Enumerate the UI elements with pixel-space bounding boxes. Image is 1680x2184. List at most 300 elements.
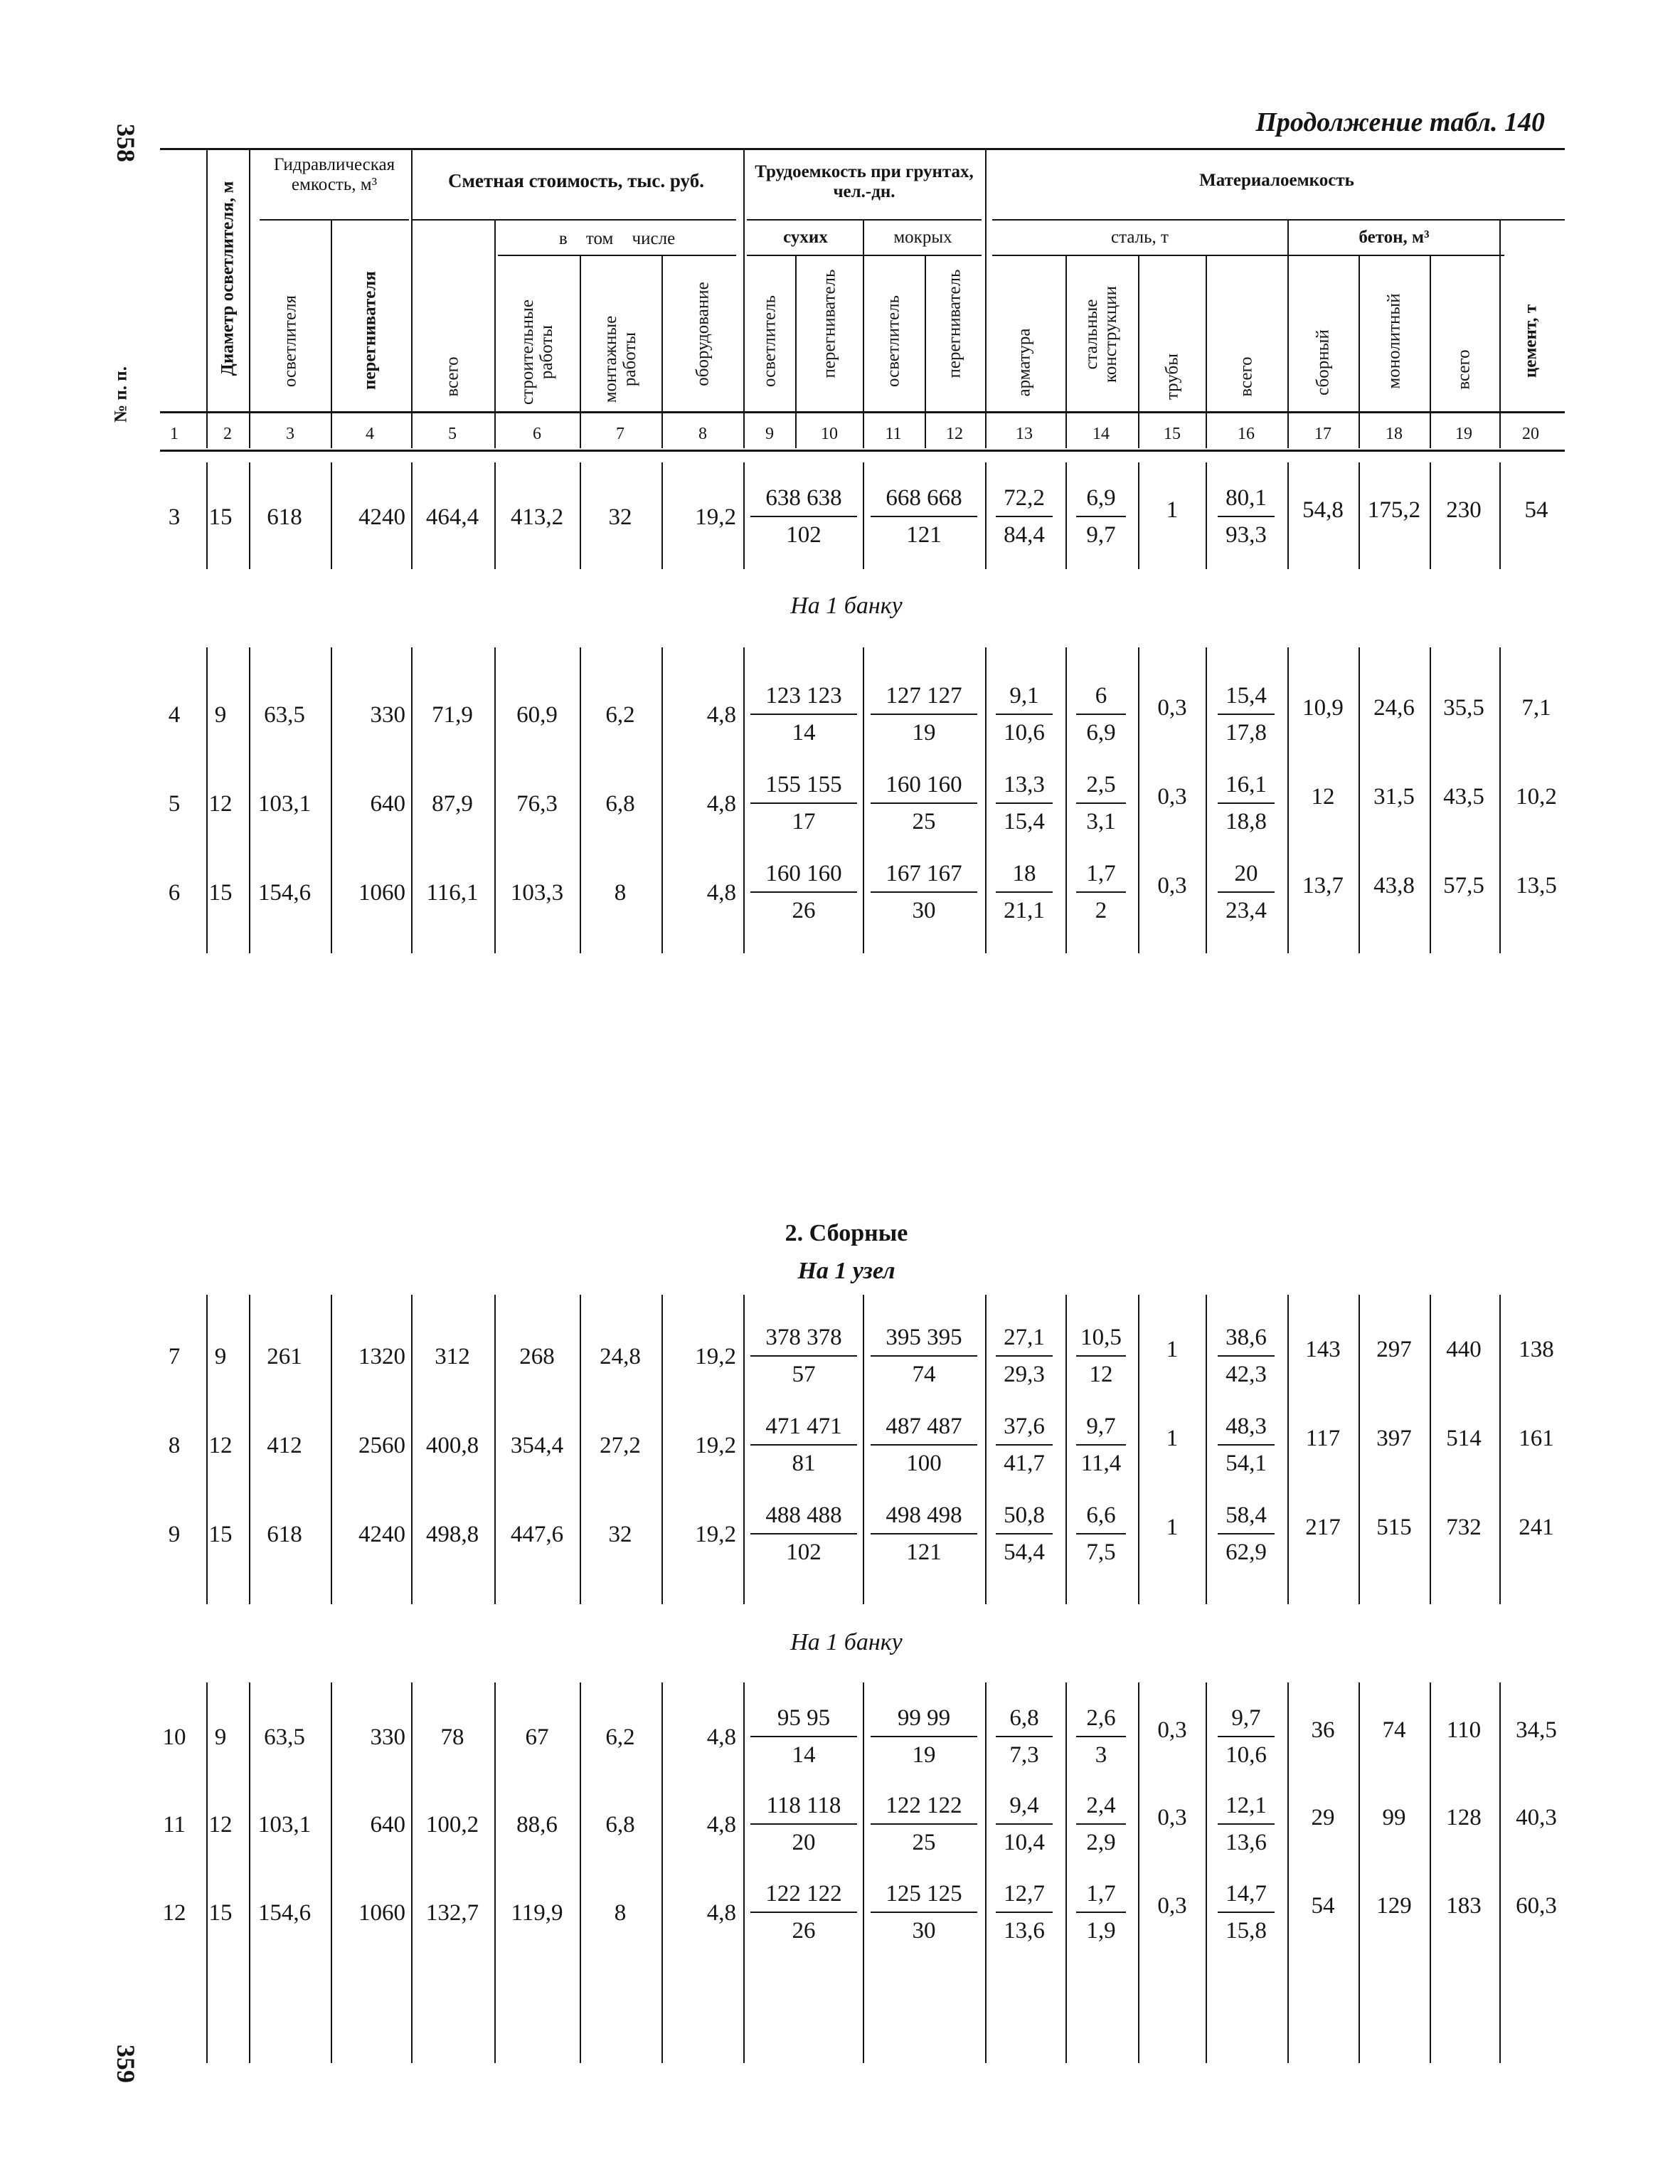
- table-vline: [743, 1295, 745, 1604]
- steel-pipes: 0,3: [1157, 1805, 1187, 1830]
- table-vline: [743, 647, 745, 953]
- steel-total-denominator: 42,3: [1226, 1362, 1267, 1387]
- concrete-total: 183: [1446, 1893, 1482, 1919]
- material-group-label: Материалоемкость: [1199, 171, 1354, 190]
- cost-construction: 67: [525, 1724, 549, 1750]
- steel-total-denominator: 62,9: [1226, 1539, 1267, 1565]
- steel-rebar-numerator: 6,8: [996, 1705, 1053, 1737]
- concrete-monolithic: 24,6: [1373, 695, 1415, 721]
- labor-dry-denominator: 81: [792, 1451, 816, 1476]
- row-number: 10: [162, 1724, 186, 1750]
- concrete-total: 128: [1446, 1805, 1482, 1830]
- col-header-18: монолитный: [1384, 293, 1404, 389]
- concrete-monolithic: 515: [1376, 1515, 1412, 1540]
- concrete-prefab: 217: [1305, 1515, 1341, 1540]
- labor-wet: [871, 860, 977, 924]
- labor-dry-numerator: 118 118: [750, 1792, 857, 1825]
- steel-pipes: 0,3: [1157, 695, 1187, 721]
- cement: 241: [1519, 1515, 1554, 1540]
- cost-total: 312: [435, 1344, 470, 1369]
- steel-total-numerator: 20: [1218, 860, 1275, 893]
- labor-wet-denominator: 30: [912, 898, 936, 923]
- material-sub-rule: [992, 255, 1504, 256]
- cost-mounting: 8: [614, 880, 627, 906]
- column-number: 2: [223, 425, 232, 443]
- col-header-2: Диаметр осветлителя, м: [218, 181, 238, 376]
- cost-group-label: Сметная стоимость, тыс. руб.: [448, 170, 704, 191]
- steel-total-numerator: 9,7: [1218, 1705, 1275, 1737]
- concrete-prefab: 13,7: [1302, 873, 1344, 898]
- col-header-16: всего: [1236, 356, 1256, 397]
- column-number: 4: [366, 425, 374, 443]
- steel-structures-numerator: 9,7: [1076, 1413, 1126, 1446]
- labor-dry-numerator: 378 378: [750, 1324, 857, 1357]
- hdr-vline: [985, 149, 987, 448]
- col-header-17: сборный: [1313, 329, 1333, 396]
- col-header-7: монтажные работы: [601, 315, 639, 403]
- labor-dry-numerator: 638 638: [750, 484, 857, 517]
- labor-dry-denominator: 57: [792, 1362, 816, 1387]
- labor-sub-rule: [747, 255, 982, 256]
- concrete-total: 440: [1446, 1337, 1482, 1362]
- wet-label: мокрых: [893, 228, 952, 247]
- steel-rebar: [996, 682, 1053, 746]
- labor-wet-numerator: 167 167: [871, 860, 977, 893]
- cost-equipment: 4,8: [706, 702, 736, 728]
- steel-rebar: [996, 1792, 1053, 1856]
- steel-rebar: [996, 1880, 1053, 1944]
- colnum-bottom-rule: [160, 450, 1565, 452]
- steel-rebar-denominator: 13,6: [1004, 1918, 1045, 1944]
- concrete-monolithic: 297: [1376, 1337, 1412, 1362]
- table-vline: [863, 647, 864, 953]
- hdr-vline: [795, 256, 797, 448]
- labor-dry: [750, 1324, 857, 1388]
- column-number: 3: [286, 425, 294, 443]
- table-vline: [1065, 1295, 1067, 1604]
- left-page-number: 358: [112, 124, 140, 162]
- diameter: 9: [214, 1344, 227, 1369]
- column-number: 16: [1238, 425, 1255, 443]
- steel-pipes: 1: [1166, 1515, 1179, 1540]
- labor-dry-denominator: 17: [792, 809, 816, 834]
- material-rule: [992, 219, 1565, 221]
- labor-dry-numerator: 123 123: [750, 682, 857, 715]
- steel-structures-denominator: 3: [1095, 1742, 1107, 1768]
- steel-total-numerator: 15,4: [1218, 682, 1275, 715]
- cost-rule: [413, 219, 736, 221]
- labor-dry: [750, 1705, 857, 1769]
- row-number: 9: [168, 1522, 181, 1547]
- hydraulic-rule: [260, 219, 409, 221]
- col-header-12: перегниватель: [945, 269, 964, 378]
- cost-construction: 103,3: [510, 880, 564, 906]
- hdr-vline: [1499, 221, 1501, 448]
- cost-mounting: 6,8: [605, 1812, 635, 1838]
- steel-total-numerator: 80,1: [1218, 484, 1275, 517]
- column-number: 8: [698, 425, 707, 443]
- hydraulic-digester: 1060: [358, 880, 405, 906]
- labor-dry: [750, 1502, 857, 1566]
- hdr-vline: [580, 256, 581, 448]
- incl-label: в том числе: [558, 229, 676, 248]
- steel-structures-denominator: 3,1: [1086, 809, 1116, 834]
- steel-total: [1218, 771, 1275, 835]
- steel-rebar-denominator: 21,1: [1004, 898, 1045, 923]
- steel-structures: [1076, 1413, 1126, 1477]
- labor-wet-numerator: 160 160: [871, 771, 977, 804]
- labor-dry-denominator: 20: [792, 1830, 816, 1855]
- hydraulic-digester: 330: [370, 1724, 405, 1750]
- hdr-vline: [411, 149, 413, 448]
- steel-pipes: 1: [1166, 497, 1179, 523]
- steel-structures: [1076, 682, 1126, 746]
- cost-mounting: 6,8: [605, 791, 635, 817]
- steel-total-denominator: 15,8: [1226, 1918, 1267, 1944]
- column-number: 6: [533, 425, 541, 443]
- labor-wet-denominator: 74: [912, 1362, 936, 1387]
- steel-structures-denominator: 11,4: [1080, 1451, 1122, 1476]
- column-number: 10: [821, 425, 838, 443]
- cement: 138: [1519, 1337, 1554, 1362]
- hydraulic-digester: 330: [370, 702, 405, 728]
- steel-structures-numerator: 2,4: [1076, 1792, 1126, 1825]
- cost-equipment: 19,2: [695, 504, 736, 530]
- col-header-3: осветлителя: [280, 295, 300, 388]
- row-number: 5: [168, 791, 181, 817]
- steel-rebar-numerator: 18: [996, 860, 1053, 893]
- hydraulic-clarifier: 154,6: [257, 1900, 312, 1926]
- steel-rebar-numerator: 72,2: [996, 484, 1053, 517]
- steel-rebar-numerator: 12,7: [996, 1880, 1053, 1913]
- table-vline: [985, 462, 987, 569]
- labor-dry-numerator: 95 95: [750, 1705, 857, 1737]
- hdr-vline: [661, 256, 663, 448]
- steel-total-numerator: 58,4: [1218, 1502, 1275, 1534]
- steel-total-denominator: 13,6: [1226, 1830, 1267, 1855]
- col-header-4: перегнивателя: [360, 271, 380, 390]
- section-per-unit: На 1 узел: [797, 1258, 895, 1284]
- steel-pipes: 1: [1166, 1426, 1179, 1451]
- diameter: 15: [208, 880, 233, 906]
- steel-rebar-numerator: 9,4: [996, 1792, 1053, 1825]
- cost-construction: 88,6: [516, 1812, 558, 1838]
- labor-wet-numerator: 125 125: [871, 1880, 977, 1913]
- labor-rule: [747, 219, 982, 221]
- labor-dry-numerator: 122 122: [750, 1880, 857, 1913]
- concrete-label: бетон, м³: [1359, 228, 1430, 247]
- cost-total: 464,4: [425, 504, 479, 530]
- diameter: 9: [214, 1724, 227, 1750]
- table-vline: [863, 462, 864, 569]
- labor-wet: [871, 1324, 977, 1388]
- column-number: 11: [885, 425, 902, 443]
- cost-mounting: 27,2: [600, 1433, 641, 1458]
- steel-structures-numerator: 1,7: [1076, 1880, 1126, 1913]
- labor-dry: [750, 1792, 857, 1856]
- labor-dry-denominator: 14: [792, 720, 816, 746]
- steel-rebar-denominator: 29,3: [1004, 1362, 1045, 1387]
- column-number: 20: [1522, 425, 1539, 443]
- hdr-vline: [1206, 256, 1207, 448]
- cost-total: 132,7: [425, 1900, 479, 1926]
- steel-structures: [1076, 1880, 1126, 1944]
- steel-structures-numerator: 6: [1076, 682, 1126, 715]
- steel-total-denominator: 54,1: [1226, 1451, 1267, 1476]
- row-number: 12: [162, 1900, 186, 1926]
- cost-total: 498,8: [425, 1522, 479, 1547]
- labor-dry-denominator: 102: [786, 522, 822, 548]
- cost-equipment: 4,8: [706, 1724, 736, 1750]
- steel-rebar-denominator: 10,6: [1004, 720, 1045, 746]
- steel-structures-denominator: 12: [1089, 1362, 1113, 1387]
- steel-rebar-numerator: 37,6: [996, 1413, 1053, 1446]
- steel-rebar: [996, 1324, 1053, 1388]
- cost-mounting: 32: [608, 1522, 632, 1547]
- labor-dry: [750, 1880, 857, 1944]
- steel-pipes: 0,3: [1157, 873, 1187, 898]
- row-number: 6: [168, 880, 181, 906]
- concrete-monolithic: 74: [1382, 1717, 1406, 1743]
- steel-structures-numerator: 2,6: [1076, 1705, 1126, 1737]
- labor-dry-numerator: 471 471: [750, 1413, 857, 1446]
- table-vline: [743, 1682, 745, 2063]
- labor-wet: [871, 1880, 977, 1944]
- concrete-monolithic: 99: [1382, 1805, 1406, 1830]
- cost-construction: 413,2: [510, 504, 564, 530]
- cement: 40,3: [1516, 1805, 1557, 1830]
- hdr-vline: [206, 149, 208, 448]
- diameter: 12: [208, 1433, 233, 1458]
- hydraulic-digester: 4240: [358, 1522, 405, 1547]
- concrete-monolithic: 397: [1376, 1426, 1412, 1451]
- column-number: 18: [1386, 425, 1403, 443]
- table-vline: [743, 462, 745, 569]
- hydraulic-clarifier: 618: [267, 1522, 302, 1547]
- steel-structures: [1076, 484, 1126, 548]
- col-header-20: цемент, т: [1521, 304, 1541, 378]
- hydraulic-clarifier: 154,6: [257, 880, 312, 906]
- steel-total: [1218, 1705, 1275, 1769]
- row-number: 7: [168, 1344, 181, 1369]
- table-vline: [985, 1682, 987, 2063]
- cost-construction: 268: [519, 1344, 555, 1369]
- steel-structures-denominator: 6,9: [1086, 720, 1116, 746]
- cement: 10,2: [1516, 784, 1557, 810]
- hdr-vline: [743, 149, 745, 448]
- column-number: 17: [1314, 425, 1331, 443]
- hydraulic-digester: 1320: [358, 1344, 405, 1369]
- steel-structures: [1076, 771, 1126, 835]
- section-per-bank-2: На 1 банку: [790, 1629, 903, 1655]
- concrete-monolithic: 31,5: [1373, 784, 1415, 810]
- hdr-vline: [331, 221, 332, 448]
- table-vline: [1065, 647, 1067, 953]
- column-number: 14: [1092, 425, 1110, 443]
- diameter: 12: [208, 1812, 233, 1838]
- hydraulic-digester: 640: [370, 791, 405, 817]
- concrete-prefab: 29: [1311, 1805, 1335, 1830]
- steel-structures: [1076, 1502, 1126, 1566]
- labor-dry-denominator: 26: [792, 898, 816, 923]
- labor-wet-numerator: 99 99: [871, 1705, 977, 1737]
- column-number: 5: [448, 425, 457, 443]
- labor-wet: [871, 484, 977, 548]
- cost-construction: 60,9: [516, 702, 558, 728]
- steel-rebar-numerator: 27,1: [996, 1324, 1053, 1357]
- concrete-prefab: 12: [1311, 784, 1335, 810]
- hydraulic-digester: 1060: [358, 1900, 405, 1926]
- cement: 60,3: [1516, 1893, 1557, 1919]
- running-head: Продолжение табл. 140: [1255, 107, 1545, 137]
- labor-wet-denominator: 121: [906, 522, 942, 548]
- cost-equipment: 4,8: [706, 880, 736, 906]
- labor-group-label: Трудоемкость при грунтах, чел.-дн.: [755, 162, 974, 201]
- dry-label: сухих: [783, 228, 828, 247]
- steel-structures: [1076, 1792, 1126, 1856]
- hdr-vline: [494, 221, 496, 448]
- hdr-vline: [1430, 256, 1431, 448]
- diameter: 15: [208, 504, 233, 530]
- labor-dry: [750, 860, 857, 924]
- cost-equipment: 4,8: [706, 1812, 736, 1838]
- steel-rebar: [996, 1705, 1053, 1769]
- labor-wet-denominator: 100: [906, 1451, 942, 1476]
- cost-total: 78: [440, 1724, 464, 1750]
- hdr-vline: [863, 221, 864, 448]
- hydraulic-group-label: Гидравлическая емкость, м³: [273, 155, 395, 194]
- labor-wet: [871, 682, 977, 746]
- labor-wet: [871, 1413, 977, 1477]
- cost-mounting: 24,8: [600, 1344, 641, 1369]
- concrete-total: 35,5: [1443, 695, 1484, 721]
- column-number: 7: [616, 425, 624, 443]
- hdr-vline: [249, 149, 250, 448]
- steel-total-denominator: 18,8: [1226, 809, 1267, 834]
- steel-rebar: [996, 771, 1053, 835]
- steel-structures-numerator: 6,6: [1076, 1502, 1126, 1534]
- column-number: 9: [765, 425, 774, 443]
- labor-dry-numerator: 488 488: [750, 1502, 857, 1534]
- steel-total-denominator: 17,8: [1226, 720, 1267, 746]
- steel-rebar-denominator: 54,4: [1004, 1539, 1045, 1565]
- steel-rebar: [996, 484, 1053, 548]
- cost-total: 87,9: [432, 791, 473, 817]
- cost-mounting: 32: [608, 504, 632, 530]
- labor-wet-denominator: 25: [912, 1830, 936, 1855]
- steel-rebar-denominator: 10,4: [1004, 1830, 1045, 1855]
- labor-wet-numerator: 127 127: [871, 682, 977, 715]
- concrete-total: 43,5: [1443, 784, 1484, 810]
- col-header-11: осветлитель: [883, 295, 903, 388]
- labor-dry: [750, 1413, 857, 1477]
- cement: 161: [1519, 1426, 1554, 1451]
- steel-pipes: 0,3: [1157, 1717, 1187, 1743]
- column-number: 12: [946, 425, 963, 443]
- steel-rebar-numerator: 13,3: [996, 771, 1053, 804]
- steel-total: [1218, 1324, 1275, 1388]
- cost-total: 71,9: [432, 702, 473, 728]
- labor-wet-denominator: 25: [912, 809, 936, 834]
- table-vline: [985, 647, 987, 953]
- labor-wet-numerator: 668 668: [871, 484, 977, 517]
- section-per-bank-1: На 1 банку: [790, 593, 903, 619]
- diameter: 15: [208, 1522, 233, 1547]
- steel-rebar: [996, 1502, 1053, 1566]
- col-header-1: № п. п.: [111, 366, 131, 423]
- labor-wet-numerator: 487 487: [871, 1413, 977, 1446]
- cost-construction: 447,6: [510, 1522, 564, 1547]
- diameter: 12: [208, 791, 233, 817]
- labor-dry-denominator: 14: [792, 1742, 816, 1768]
- concrete-prefab: 36: [1311, 1717, 1335, 1743]
- hdr-vline: [925, 256, 926, 448]
- labor-dry-denominator: 26: [792, 1918, 816, 1944]
- steel-structures-denominator: 9,7: [1086, 522, 1116, 548]
- column-number: 13: [1016, 425, 1033, 443]
- labor-dry: [750, 771, 857, 835]
- steel-structures-denominator: 2,9: [1086, 1830, 1116, 1855]
- hdr-vline: [1359, 256, 1360, 448]
- table-vline: [863, 1682, 864, 2063]
- steel-structures-numerator: 1,7: [1076, 860, 1126, 893]
- labor-dry: [750, 484, 857, 548]
- hydraulic-clarifier: 618: [267, 504, 302, 530]
- steel-rebar-denominator: 84,4: [1004, 522, 1045, 548]
- steel-total: [1218, 1413, 1275, 1477]
- steel-rebar-denominator: 7,3: [1009, 1742, 1039, 1768]
- concrete-monolithic: 129: [1376, 1893, 1412, 1919]
- concrete-total: 110: [1446, 1717, 1482, 1743]
- col-header-6: строительные работы: [518, 299, 556, 405]
- concrete-total: 230: [1446, 497, 1482, 523]
- steel-structures: [1076, 860, 1126, 924]
- col-header-10: перегниватель: [819, 269, 839, 378]
- cost-construction: 354,4: [510, 1433, 564, 1458]
- hydraulic-clarifier: 103,1: [257, 791, 312, 817]
- labor-wet-denominator: 19: [912, 720, 936, 746]
- steel-rebar: [996, 1413, 1053, 1477]
- cost-equipment: 19,2: [695, 1433, 736, 1458]
- labor-dry-denominator: 102: [786, 1539, 822, 1565]
- steel-rebar-numerator: 50,8: [996, 1502, 1053, 1534]
- col-header-9: осветлитель: [760, 295, 780, 388]
- hydraulic-clarifier: 412: [267, 1433, 302, 1458]
- labor-wet-denominator: 19: [912, 1742, 936, 1768]
- steel-total: [1218, 682, 1275, 746]
- hydraulic-digester: 4240: [358, 504, 405, 530]
- steel-total-numerator: 48,3: [1218, 1413, 1275, 1446]
- steel-total-numerator: 38,6: [1218, 1324, 1275, 1357]
- steel-rebar: [996, 860, 1053, 924]
- column-number: 19: [1455, 425, 1472, 443]
- diameter: 15: [208, 1900, 233, 1926]
- labor-wet: [871, 1705, 977, 1769]
- hydraulic-clarifier: 261: [267, 1344, 302, 1369]
- steel-total: [1218, 1880, 1275, 1944]
- steel-structures-numerator: 6,9: [1076, 484, 1126, 517]
- concrete-prefab: 117: [1305, 1426, 1341, 1451]
- steel-structures-numerator: 2,5: [1076, 771, 1126, 804]
- steel-pipes: 1: [1166, 1337, 1179, 1362]
- concrete-total: 732: [1446, 1515, 1482, 1540]
- table-vline: [1065, 462, 1067, 569]
- right-page-number: 359: [112, 2045, 140, 2083]
- concrete-prefab: 143: [1305, 1337, 1341, 1362]
- concrete-prefab: 54,8: [1302, 497, 1344, 523]
- labor-wet: [871, 1502, 977, 1566]
- labor-dry-numerator: 160 160: [750, 860, 857, 893]
